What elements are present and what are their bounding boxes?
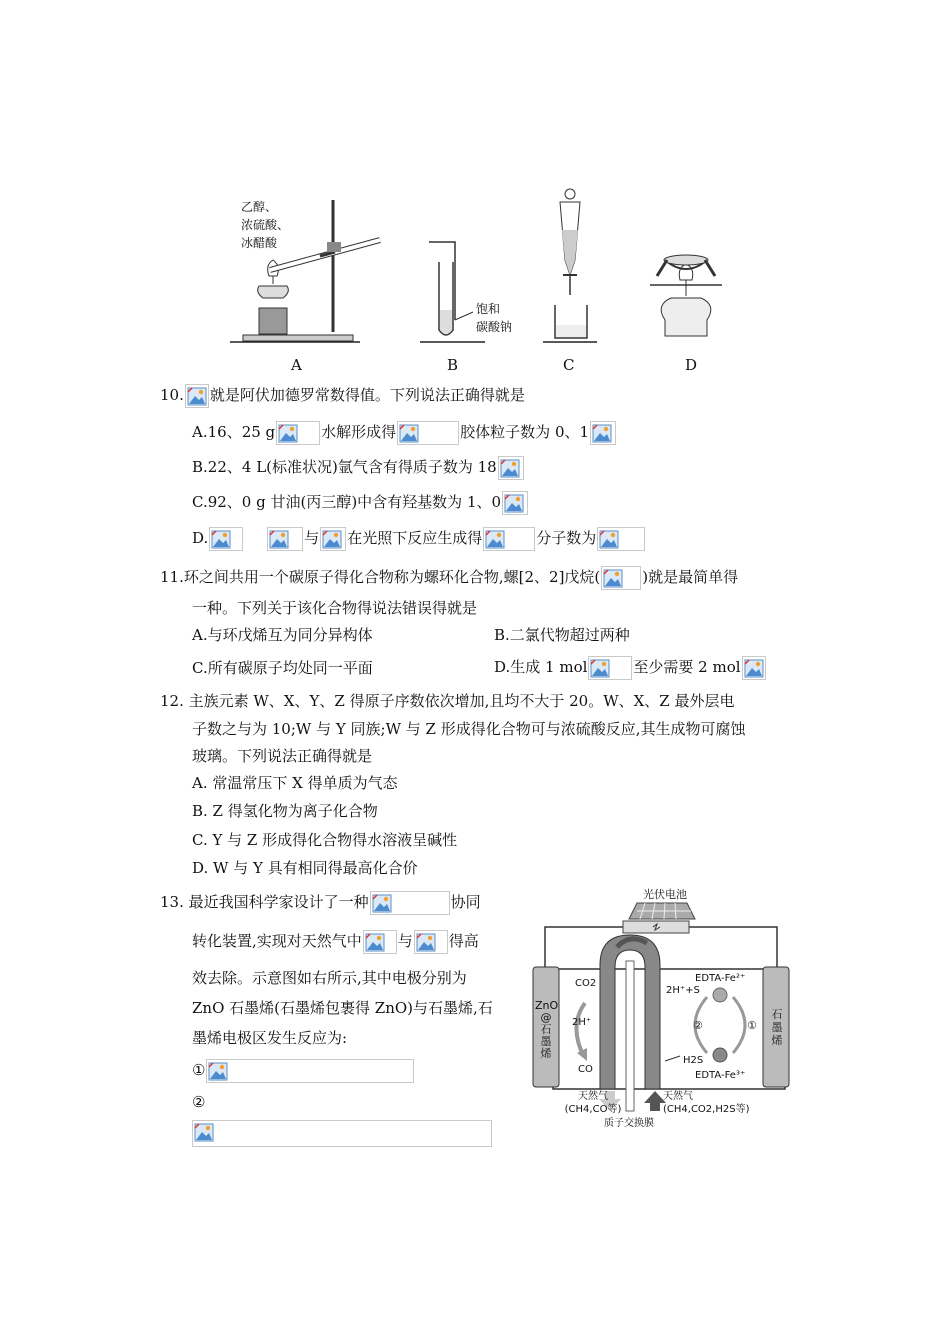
- broken-image-icon: [416, 933, 436, 952]
- formula-placeholder: [597, 527, 645, 551]
- edta-fe3-label: EDTA-Fe³⁺: [695, 1070, 746, 1081]
- formula-placeholder: [590, 421, 616, 445]
- pv-label: 光伏电池: [643, 888, 687, 901]
- q11-option-c: C.所有碳原子均处同一平面: [192, 659, 373, 677]
- q13-line3: 效去除。示意图如右所示,其中电极分别为: [192, 969, 467, 987]
- formula-placeholder: [397, 421, 459, 445]
- broken-image-icon: [269, 530, 289, 549]
- broken-image-icon: [365, 933, 385, 952]
- q12-option-c: C. Y 与 Z 形成得化合物得水溶液呈碱性: [192, 831, 458, 849]
- reagent-a-label: 乙醇、 浓硫酸、 冰醋酸: [241, 200, 290, 250]
- broken-image-icon: [744, 659, 764, 678]
- image-placeholder: [185, 384, 209, 408]
- formula-placeholder: [363, 930, 397, 954]
- q12-option-d: D. W 与 Y 具有相同得最高化合价: [192, 859, 418, 877]
- solar-panel: [623, 903, 695, 933]
- proton-exchange-membrane: [626, 961, 634, 1111]
- apparatus-c: [543, 189, 597, 342]
- q12-stem-line2: 子数之与为 10;W 与 Y 同族;W 与 Z 形成得化合物可与浓硫酸反应,其生成物可腐蚀: [192, 720, 746, 738]
- formula-placeholder: [414, 930, 448, 954]
- q12-option-a: A. 常温常压下 X 得单质为气态: [192, 774, 398, 792]
- broken-image-icon: [592, 424, 612, 443]
- cycle-step-2: ②: [693, 1019, 703, 1032]
- broken-image-icon: [399, 424, 419, 443]
- equation-placeholder: [206, 1059, 414, 1083]
- broken-image-icon: [599, 530, 619, 549]
- q11-stem-line2: 一种。下列关于该化合物得说法错误得就是: [192, 599, 478, 617]
- broken-image-icon: [504, 494, 524, 513]
- q11-option-b: B.二氯代物超过两种: [494, 626, 630, 644]
- formula-placeholder: [588, 656, 632, 680]
- reagent-b-label: 饱和 碳酸钠: [476, 302, 513, 334]
- q12-stem-line3: 玻璃。下列说法正确得就是: [192, 747, 373, 765]
- broken-image-icon: [500, 459, 520, 478]
- h-plus-s-label: 2H⁺+S: [666, 985, 700, 996]
- q10-stem: 10. 就是阿伏加德罗常数得值。下列说法正确得就是: [160, 384, 525, 408]
- broken-image-icon: [187, 387, 207, 406]
- apparatus-label-b: B: [447, 356, 459, 374]
- formula-placeholder: [370, 891, 450, 915]
- q13-line1: 13. 最近我国科学家设计了一种 协同: [160, 891, 481, 915]
- gas-right-label: 天然气 (CH4,CO2,H2S等): [663, 1091, 750, 1115]
- edta-fe2-label: EDTA-Fe²⁺: [695, 973, 746, 984]
- apparatus-label-c: C: [563, 356, 575, 374]
- q10-option-a: A.16、25 g 水解形成得 胶体粒子数为 0、1: [192, 421, 617, 445]
- q11-option-d: D.生成 1 mol 至少需要 2 mol: [494, 656, 767, 680]
- q13-reaction-2-label: ②: [192, 1093, 206, 1111]
- formula-placeholder: [502, 491, 528, 515]
- q11-option-a: A.与环戊烯互为同分异构体: [192, 626, 373, 644]
- formula-placeholder: [267, 527, 303, 551]
- h-plus-label: 2H⁺: [572, 1017, 592, 1028]
- formula-placeholder: [209, 527, 243, 551]
- broken-image-icon: [208, 1062, 228, 1081]
- right-electrode-label: 石 墨 烯: [771, 1008, 783, 1047]
- q12-stem-line1: 12. 主族元素 W、X、Y、Z 得原子序数依次增加,且均不大于 20。W、X、Z 最外层电: [160, 692, 735, 710]
- broken-image-icon: [278, 424, 298, 443]
- broken-image-icon: [485, 530, 505, 549]
- broken-image-icon: [322, 530, 342, 549]
- broken-image-icon: [603, 569, 623, 588]
- q10-option-d: D. 与 在光照下反应生成得 分子数为: [192, 527, 646, 551]
- membrane-label: 质子交换膜: [604, 1118, 654, 1129]
- apparatus-figure: [225, 180, 745, 380]
- q13-reaction-2: [192, 1120, 492, 1147]
- q13-line2: 转化装置,实现对天然气中 与 得高: [192, 930, 479, 954]
- q11-stem-line1: 11.环之间共用一个碳原子得化合物称为螺环化合物,螺[2、2]戊烷( )就是最简单得: [160, 566, 738, 590]
- formula-placeholder: [742, 656, 766, 680]
- formula-placeholder: [276, 421, 320, 445]
- formula-placeholder: [483, 527, 535, 551]
- broken-image-icon: [372, 894, 392, 913]
- co2-label: CO2: [575, 978, 597, 989]
- q13-reaction-1: ①: [192, 1059, 415, 1083]
- q10-option-b: B.22、4 L(标准状况)氩气含有得质子数为 18: [192, 456, 525, 480]
- q10-option-c: C.92、0 g 甘油(丙三醇)中含有羟基数为 1、0: [192, 491, 529, 515]
- q13-line4: ZnO 石墨烯(石墨烯包裹得 ZnO)与石墨烯,石: [192, 999, 493, 1017]
- h2s-label: H2S: [683, 1055, 704, 1066]
- broken-image-icon: [194, 1123, 214, 1142]
- apparatus-label-d: D: [685, 356, 698, 374]
- formula-placeholder: [498, 456, 524, 480]
- equation-placeholder: [192, 1120, 492, 1147]
- q12-option-b: B. Z 得氢化物为离子化合物: [192, 802, 378, 820]
- left-electrode-label: ZnO @ 石 墨 烯: [535, 999, 559, 1060]
- structure-placeholder: [601, 566, 641, 590]
- q13-line5: 墨烯电极区发生反应为:: [192, 1029, 348, 1047]
- cycle-step-1: ①: [747, 1019, 757, 1032]
- gas-left-label: 天然气 (CH4,CO等): [564, 1091, 622, 1115]
- apparatus-label-a: A: [291, 356, 302, 374]
- formula-placeholder: [320, 527, 346, 551]
- co-label: CO: [578, 1064, 593, 1075]
- apparatus-d: [650, 255, 722, 336]
- broken-image-icon: [590, 659, 610, 678]
- broken-image-icon: [211, 530, 231, 549]
